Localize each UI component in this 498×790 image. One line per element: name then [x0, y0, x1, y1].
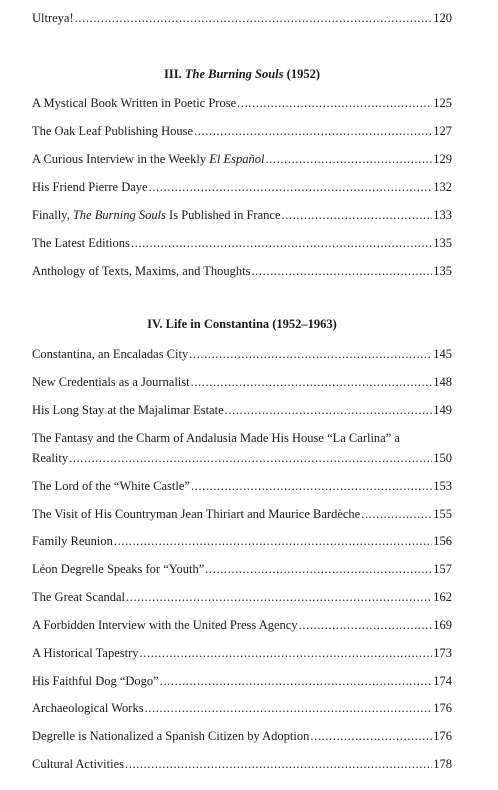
toc-entry-title: A Historical Tapestry [32, 646, 139, 660]
dot-leader [189, 345, 432, 364]
section-heading-suffix: (1952) [283, 67, 320, 81]
dot-leader [114, 532, 432, 551]
toc-entry [32, 122, 452, 141]
toc-page-number: 176 [433, 729, 452, 743]
dot-leader [299, 616, 433, 635]
toc-entry [32, 644, 452, 663]
section-heading: IV. Life in Constantina (1952–1963) [147, 317, 337, 331]
toc-entry-title: A Curious Interview in the Weekly El Español [32, 152, 265, 166]
dot-leader [145, 699, 433, 718]
toc-entry-title: Constantina, an Encaladas City [32, 347, 189, 361]
section-heading-italic: The Burning Souls [184, 67, 284, 81]
toc-entry [32, 588, 452, 607]
toc-entry [32, 532, 452, 551]
toc-page-number: 162 [433, 590, 452, 604]
toc-entry-title: Ultreya! [32, 11, 74, 25]
toc-entry [32, 505, 452, 524]
dot-leader [282, 206, 433, 225]
toc-page-number: 135 [433, 236, 452, 250]
dot-leader [149, 178, 433, 197]
toc-entry-title: His Friend Pierre Daye [32, 180, 148, 194]
toc-entry-title: A Mystical Book Written in Poetic Prose [32, 96, 237, 110]
section-heading [32, 67, 452, 82]
dot-leader [126, 588, 432, 607]
dot-leader [131, 234, 432, 253]
toc-page-number: 169 [433, 618, 452, 632]
section-heading-prefix: III. [164, 67, 185, 81]
toc-entry [32, 560, 452, 579]
toc-entry [32, 428, 452, 468]
dot-leader [225, 401, 433, 420]
dot-leader [251, 262, 432, 281]
toc-entry [32, 9, 452, 28]
toc-entry [32, 262, 452, 281]
toc-entry-title: The Oak Leaf Publishing House [32, 124, 194, 138]
toc-entry-title: Léon Degrelle Speaks for “Youth” [32, 562, 205, 576]
dot-leader [75, 9, 433, 28]
toc-page-number: 132 [433, 180, 452, 194]
toc-entry [32, 727, 452, 746]
toc-entry-title-line2: Reality [32, 451, 69, 465]
toc-entry-title: Finally, The Burning Souls Is Published in France [32, 208, 281, 222]
toc-page-number: 149 [433, 403, 452, 417]
toc-entry [32, 150, 452, 169]
toc-entry-title: The Visit of His Countryman Jean Thiriart and Maurice Bardèche [32, 507, 361, 521]
dot-leader [160, 672, 433, 691]
dot-leader [194, 122, 432, 141]
toc-page-number: 174 [433, 674, 452, 688]
toc-entry-title: Degrelle is Nationalized a Spanish Citizen by Adoption [32, 729, 310, 743]
toc-entry [32, 94, 452, 113]
toc-page-number: 153 [433, 479, 452, 493]
dot-leader [237, 94, 432, 113]
toc-entry [32, 477, 452, 496]
toc-entry-title: His Faithful Dog “Dogo” [32, 674, 159, 688]
toc-entry-title: Cultural Activities [32, 757, 125, 771]
toc-page-number: 129 [433, 152, 452, 166]
toc-entry-title: Family Reunion [32, 534, 113, 548]
toc-page-number: 125 [433, 96, 452, 110]
toc-page-number: 176 [433, 701, 452, 715]
toc-entry [32, 234, 452, 253]
dot-leader [310, 727, 432, 746]
toc-page-number: 120 [433, 11, 452, 25]
toc-entry-title: His Long Stay at the Majalimar Estate [32, 403, 224, 417]
dot-leader [140, 644, 433, 663]
dot-leader [361, 505, 432, 524]
toc-entry [32, 755, 452, 774]
toc-page-number: 127 [433, 124, 452, 138]
toc-entry [32, 616, 452, 635]
dot-leader [205, 560, 432, 579]
dot-leader [265, 150, 432, 169]
toc-entry-title: New Credentials as a Journalist [32, 375, 190, 389]
toc-page-number: 173 [433, 646, 452, 660]
toc-entry-title: The Great Scandal [32, 590, 126, 604]
toc-entry-title-line1: The Fantasy and the Charm of Andalusia Made His House “La Carlina” a [32, 431, 400, 445]
dot-leader [69, 449, 432, 468]
toc-entry [32, 206, 452, 225]
toc-entry [32, 373, 452, 392]
toc-entry-title: A Forbidden Interview with the United Press Agency [32, 618, 298, 632]
toc-entry-title: Archaeological Works [32, 701, 144, 715]
toc-entry-title: Anthology of Texts, Maxims, and Thoughts [32, 264, 251, 278]
toc-entry-title: The Lord of the “White Castle” [32, 479, 190, 493]
toc-page-number: 148 [433, 375, 452, 389]
toc-entry-title: The Latest Editions [32, 236, 130, 250]
toc-page-number: 156 [433, 534, 452, 548]
toc-page-number: 133 [433, 208, 452, 222]
toc-entry [32, 345, 452, 364]
toc-page-number: 155 [433, 507, 452, 521]
toc-page-number: 150 [433, 451, 452, 465]
dot-leader [191, 477, 432, 496]
toc-page-number: 178 [433, 757, 452, 771]
toc-page-number: 157 [433, 562, 452, 576]
toc-page-number: 145 [433, 347, 452, 361]
toc-entry [32, 178, 452, 197]
dot-leader [125, 755, 432, 774]
dot-leader [191, 373, 433, 392]
toc-page-number: 135 [433, 264, 452, 278]
toc-entry [32, 672, 452, 691]
toc-entry [32, 699, 452, 718]
toc-entry [32, 401, 452, 420]
